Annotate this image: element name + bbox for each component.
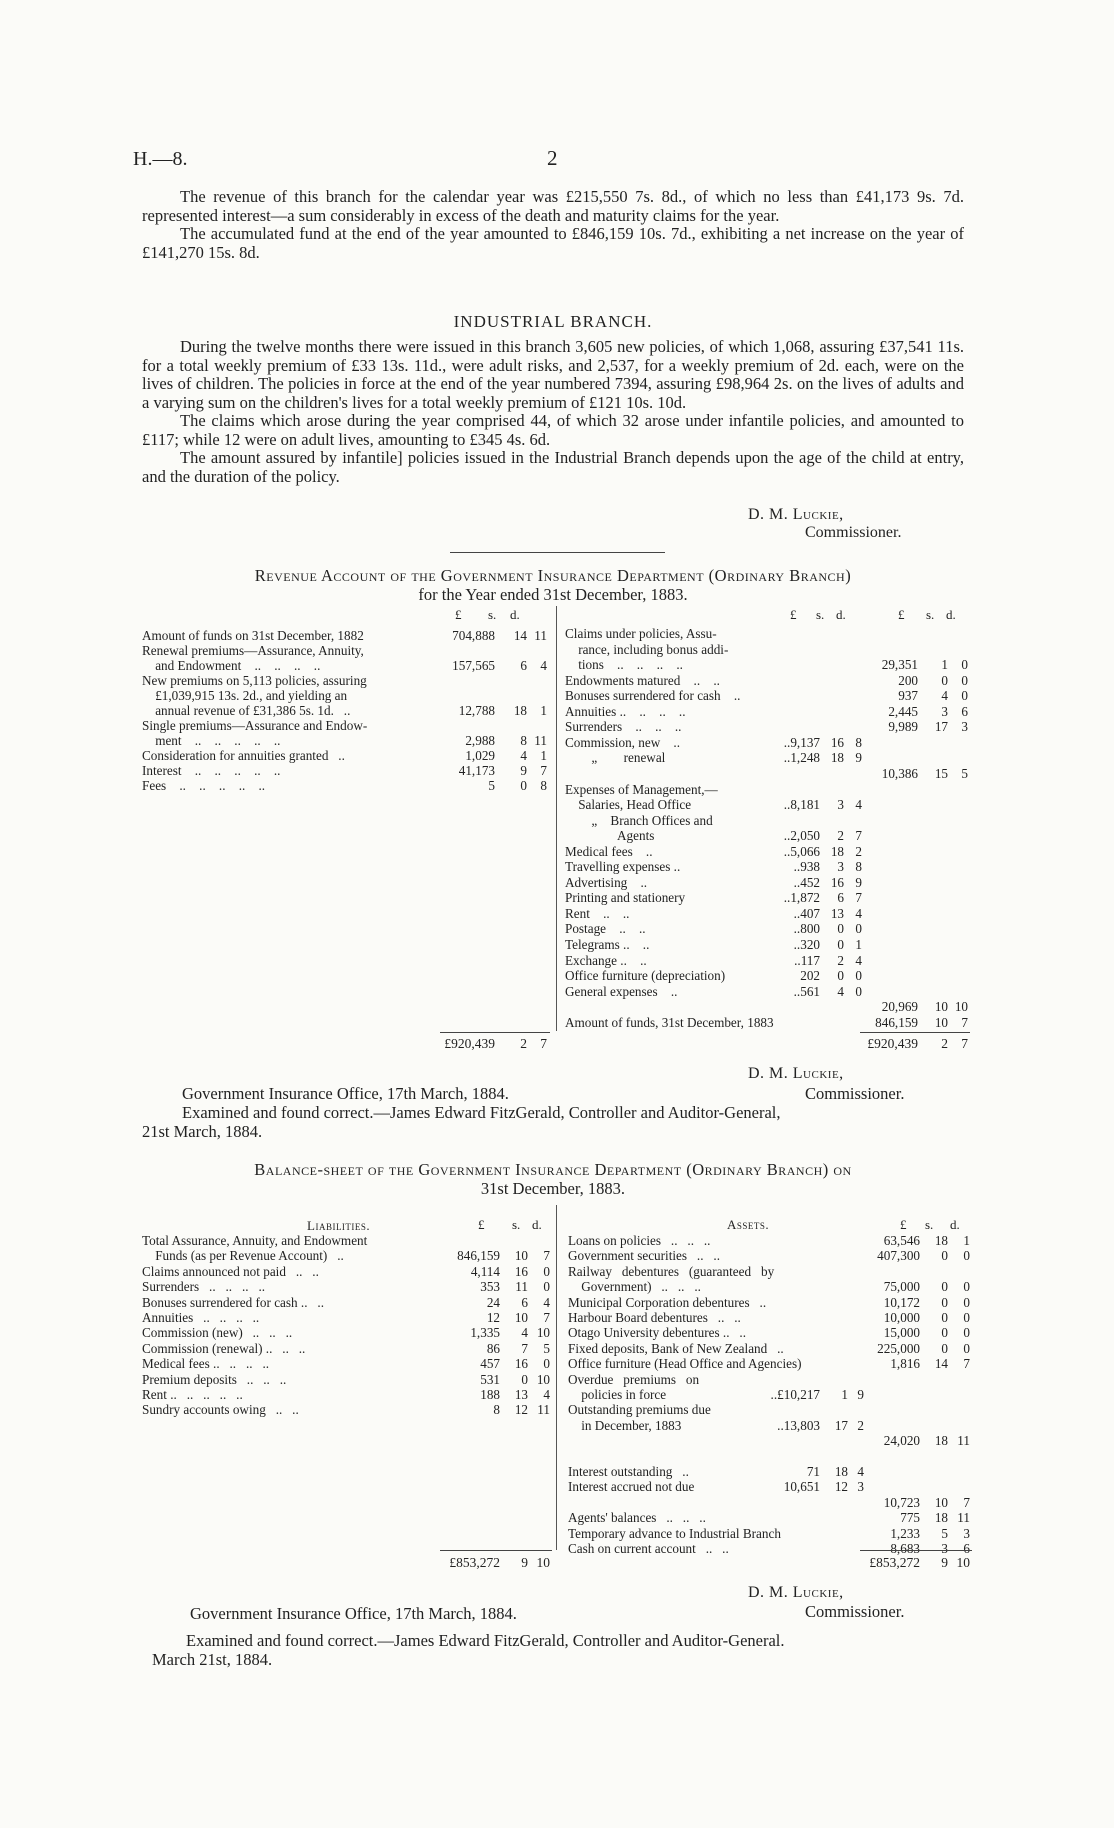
shillings-cell: 0 (941, 672, 948, 688)
pounds-header: £ (900, 1217, 907, 1232)
pence-cell: 4 (540, 658, 547, 673)
pounds-cell: 2,445 (888, 703, 918, 719)
inner-pence-cell: 7 (855, 828, 862, 844)
total-pounds: £920,439 (444, 1036, 495, 1051)
row-label: General expenses .. (565, 983, 678, 999)
shillings-cell: 0 (941, 1325, 948, 1341)
shillings-header: s. (816, 607, 825, 622)
inner-pounds-cell: ..320 (793, 937, 820, 952)
inner-pounds-cell: ..561 (793, 983, 820, 999)
pounds-header: £ (455, 607, 462, 622)
row-label: Consideration for annuities granted .. (142, 748, 345, 763)
revenue-subtitle: for the Year ended 31st December, 1883. (418, 585, 688, 604)
inner-shillings-cell: 18 (830, 750, 844, 766)
inner-pence-cell: 2 (855, 843, 862, 859)
total-pounds: £920,439 (867, 1036, 918, 1051)
pounds-cell: 775 (900, 1510, 920, 1526)
inner-shillings-cell: 1 (841, 1387, 848, 1402)
row-label: Loans on policies .. .. .. (568, 1233, 711, 1248)
row-label: Sundry accounts owing .. .. (142, 1402, 299, 1418)
pence-cell: 7 (540, 763, 547, 778)
inner-pounds-cell: 188 (480, 1387, 500, 1402)
shillings-cell: 8 (520, 733, 527, 748)
pence-cell: 0 (963, 1279, 970, 1295)
pence-header: d. (836, 607, 846, 622)
shillings-header: s. (925, 1217, 934, 1232)
inner-pounds-cell: 353 (480, 1279, 500, 1295)
inner-pence-cell: 0 (543, 1279, 550, 1295)
row-label: Agents' balances .. .. .. (568, 1510, 706, 1526)
balance-examined-date: March 21st, 1884. (152, 1650, 273, 1669)
inner-shillings-cell: 13 (514, 1387, 528, 1402)
pounds-cell: 200 (898, 672, 918, 688)
pence-cell: 0 (963, 1294, 970, 1310)
pence-cell: 0 (963, 1340, 970, 1356)
inner-pence-cell: 5 (543, 1340, 550, 1356)
pence-cell: 1 (540, 703, 547, 718)
inner-shillings-cell: 0 (837, 921, 844, 937)
pence-cell: 10 (954, 999, 968, 1015)
inner-pence-cell: 7 (855, 890, 862, 906)
inner-pounds-cell: 531 (480, 1371, 500, 1387)
inner-pence-cell: 4 (855, 905, 862, 921)
pounds-cell: 29,351 (881, 657, 918, 673)
row-label: Telegrams .. .. (565, 937, 650, 952)
row-label: tions .. .. .. .. (565, 657, 683, 673)
row-label: New premiums on 5,113 policies, assuring (142, 673, 367, 688)
pounds-cell: 1,029 (465, 748, 495, 763)
inner-pence-cell: 4 (543, 1294, 550, 1310)
row-label: Office furniture (Head Office and Agencies) (568, 1356, 802, 1372)
inner-shillings-cell: 16 (830, 734, 844, 750)
inner-shillings-cell: 4 (521, 1325, 528, 1341)
shillings-header: s. (512, 1217, 521, 1232)
pence-cell: 0 (961, 672, 968, 688)
row-label: Municipal Corporation debentures .. (568, 1294, 767, 1310)
pounds-cell: 75,000 (883, 1279, 920, 1295)
pounds-cell: 937 (898, 688, 918, 704)
shillings-cell: 3 (941, 703, 948, 719)
inner-shillings-cell: 3 (837, 859, 844, 875)
inner-pence-cell: 4 (855, 952, 862, 968)
pence-cell: 1 (540, 748, 547, 763)
row-label: Annuities .. .. .. .. (565, 703, 686, 719)
pence-header: d. (950, 1217, 960, 1232)
pence-cell: 3 (963, 1525, 970, 1541)
balance-signature-name: D. M. Luckie, (748, 1584, 844, 1601)
inner-pounds-cell: 12 (486, 1310, 500, 1325)
shillings-cell: 10 (934, 1494, 948, 1510)
assets-total-rule (860, 1550, 972, 1551)
row-label: Government) .. .. .. (568, 1279, 701, 1295)
revenue-signature-name: D. M. Luckie, (748, 1065, 844, 1082)
shillings-cell: 9 (520, 763, 527, 778)
inner-pence-cell: 0 (543, 1356, 550, 1372)
shillings-cell: 0 (941, 1248, 948, 1264)
row-label: Government securities .. .. (568, 1248, 720, 1264)
row-label: Cash on current account .. .. (568, 1541, 729, 1556)
shillings-header: s. (926, 607, 935, 622)
revenue-signature-title: Commissioner. (805, 1084, 905, 1103)
row-label: Exchange .. .. (565, 952, 647, 968)
inner-pounds-cell: ..9,137 (783, 734, 820, 750)
row-label: Annuities .. .. .. .. (142, 1310, 260, 1325)
row-label: Fees .. .. .. .. .. (142, 778, 266, 793)
revenue-divider (556, 606, 557, 1031)
pence-cell: 7 (963, 1356, 970, 1372)
row-label: annual revenue of £31,386 5s. 1d. .. (142, 703, 351, 718)
inner-shillings-cell: 2 (837, 952, 844, 968)
pence-cell: 11 (957, 1510, 970, 1526)
shillings-cell: 0 (941, 1310, 948, 1325)
pounds-cell: 704,888 (452, 628, 495, 643)
pounds-cell: 1,233 (890, 1525, 920, 1541)
total-pence: 10 (956, 1555, 970, 1570)
revenue-office-line: Government Insurance Office, 17th March, 1884. (182, 1084, 509, 1103)
inner-pounds-cell: ..8,181 (783, 797, 820, 813)
pounds-cell: 41,173 (458, 763, 495, 778)
industrial-heading: INDUSTRIAL BRANCH. (453, 312, 653, 331)
row-label: Interest accrued not due (568, 1479, 695, 1495)
inner-pounds-cell: ..1,872 (783, 890, 820, 906)
section-divider (450, 552, 665, 553)
inner-pounds-cell: 846,159 (457, 1248, 500, 1264)
pence-cell: 0 (961, 657, 968, 673)
inner-pence-cell: 0 (855, 921, 862, 937)
row-label: Expenses of Management,— (565, 781, 718, 797)
inner-shillings-cell: 17 (834, 1417, 848, 1433)
inner-shillings-cell: 3 (837, 797, 844, 813)
inner-pounds-cell: 86 (486, 1340, 500, 1356)
industrial-signature-name: D. M. Luckie, (748, 506, 844, 523)
inner-pence-cell: 8 (855, 734, 862, 750)
balance-signature-title: Commissioner. (805, 1602, 905, 1621)
pence-header: d. (946, 607, 956, 622)
inner-pence-cell: 4 (857, 1464, 864, 1479)
pence-cell: 0 (963, 1248, 970, 1264)
inner-pence-cell: 4 (543, 1387, 550, 1402)
row-label: Postage .. .. (565, 921, 646, 937)
inner-pounds-cell: ..407 (793, 905, 820, 921)
inner-pounds-cell: 202 (800, 968, 820, 984)
shillings-cell: 18 (934, 1510, 948, 1526)
pence-cell: 3 (961, 719, 968, 735)
revenue-title: Revenue Account of the Government Insurance Department (Ordinary Branch) (254, 566, 852, 585)
row-label: Amount of funds, 31st December, 1883 (565, 1014, 774, 1030)
inner-shillings-cell: 4 (837, 983, 844, 999)
shillings-cell: 4 (941, 688, 948, 704)
inner-pounds-cell: ..13,803 (777, 1417, 820, 1433)
shillings-cell: 4 (520, 748, 527, 763)
pence-cell: 0 (963, 1325, 970, 1341)
inner-pence-cell: 7 (543, 1248, 550, 1264)
inner-pounds-cell: 457 (480, 1356, 500, 1372)
pence-cell: 0 (961, 688, 968, 704)
row-label: Funds (as per Revenue Account) .. (142, 1248, 344, 1264)
inner-pounds-cell: ..117 (794, 952, 820, 968)
inner-pounds-cell: 24 (486, 1294, 500, 1310)
row-label: Surrenders .. .. .. (565, 719, 682, 735)
pounds-cell: 846,159 (875, 1014, 918, 1030)
row-label: Interest outstanding .. (568, 1464, 689, 1479)
shillings-cell: 14 (513, 628, 527, 643)
balance-subtitle: 31st December, 1883. (480, 1179, 626, 1198)
row-label: policies in force (568, 1387, 667, 1402)
pounds-cell: 10,386 (881, 765, 918, 781)
revenue-examined-line: Examined and found correct.—James Edward FitzGerald, Controller and Auditor-General, (182, 1103, 781, 1122)
shillings-cell: 3 (941, 1541, 948, 1556)
total-shillings: 9 (521, 1555, 528, 1570)
row-label: Outstanding premiums due (568, 1402, 711, 1418)
inner-shillings-cell: 0 (837, 937, 844, 952)
shillings-cell: 6 (520, 658, 527, 673)
pounds-cell: 15,000 (883, 1325, 920, 1341)
inner-pounds-cell: 10,651 (783, 1479, 820, 1495)
inner-pounds-cell: 8 (493, 1402, 500, 1418)
pounds-cell: 9,989 (888, 719, 918, 735)
total-pence: 10 (536, 1555, 550, 1570)
row-label: Rent .. .. (565, 905, 630, 921)
row-label: Office furniture (depreciation) (565, 968, 726, 984)
inner-pounds-cell: ..2,050 (783, 828, 820, 844)
inner-shillings-cell: 6 (837, 890, 844, 906)
inner-shillings-cell: 16 (514, 1263, 528, 1279)
balance-title: Balance-sheet of the Government Insurance Department (Ordinary Branch) on (254, 1160, 852, 1179)
inner-pence-cell: 9 (855, 874, 862, 890)
row-label: Single premiums—Assurance and Endow- (142, 718, 368, 733)
pounds-header: £ (478, 1217, 485, 1232)
total-pence: 7 (961, 1036, 968, 1051)
inner-pence-cell: 0 (855, 983, 862, 999)
pence-cell: 6 (961, 703, 968, 719)
pounds-cell: 12,788 (458, 703, 495, 718)
row-label: in December, 1883 (568, 1417, 682, 1433)
inner-pence-cell: 0 (543, 1263, 550, 1279)
inner-shillings-cell: 18 (830, 843, 844, 859)
pence-cell: 7 (961, 1014, 968, 1030)
pounds-cell: 8,683 (890, 1541, 920, 1556)
inner-pounds-cell: ..938 (793, 859, 820, 875)
pounds-cell: 225,000 (877, 1340, 920, 1356)
pounds-cell: 10,723 (883, 1494, 920, 1510)
inner-pence-cell: 1 (855, 937, 862, 952)
industrial-paragraph-2: The claims which arose during the year comprised 44, of which 32 arose under infantile policies, and amounted to £117; while 12 were on adult lives, amounting to £345 4s. 6d. (142, 411, 964, 449)
pounds-header: £ (790, 607, 797, 622)
inner-pounds-cell: ..1,248 (783, 750, 820, 766)
inner-shillings-cell: 16 (830, 874, 844, 890)
pence-cell: 11 (957, 1433, 970, 1449)
pounds-cell: 1,816 (890, 1356, 920, 1372)
pounds-cell: 157,565 (452, 658, 495, 673)
shillings-cell: 5 (941, 1525, 948, 1541)
inner-pounds-cell: 71 (806, 1464, 820, 1479)
shillings-cell: 18 (934, 1233, 948, 1248)
pence-cell: 11 (534, 733, 547, 748)
inner-pence-cell: 0 (855, 968, 862, 984)
pounds-cell: 2,988 (465, 733, 495, 748)
inner-shillings-cell: 11 (515, 1279, 528, 1295)
row-label: Bonuses surrendered for cash .. (565, 688, 741, 704)
shillings-cell: 10 (934, 999, 948, 1015)
row-label: „ Branch Offices and (565, 812, 713, 828)
industrial-signature-title: Commissioner. (805, 524, 902, 541)
row-label: Agents (565, 828, 655, 844)
row-label: Overdue premiums on (568, 1371, 700, 1387)
row-label: Endowments matured .. .. (565, 672, 720, 688)
revenue-right-total-rule (860, 1032, 970, 1033)
inner-pence-cell: 8 (855, 859, 862, 875)
pounds-cell: 20,969 (881, 999, 918, 1015)
row-label: and Endowment .. .. .. .. (142, 658, 321, 673)
row-label: Premium deposits .. .. .. (142, 1371, 287, 1387)
row-label: Surrenders .. .. .. .. (142, 1279, 266, 1295)
inner-shillings-cell: 10 (514, 1310, 528, 1325)
shillings-cell: 18 (934, 1433, 948, 1449)
liabilities-header: Liabilities. (307, 1218, 371, 1233)
industrial-paragraph-3: The amount assured by infantile] policies issued in the Industrial Branch depends upon the age of the child at entry, and the duration of the policy. (142, 448, 964, 486)
pence-cell: 5 (961, 765, 968, 781)
inner-pence-cell: 9 (857, 1387, 864, 1402)
inner-pence-cell: 4 (855, 797, 862, 813)
liabilities-total-rule (440, 1550, 552, 1551)
row-label: Temporary advance to Industrial Branch (568, 1525, 781, 1541)
pounds-cell: 407,300 (877, 1248, 920, 1264)
pence-cell: 0 (963, 1310, 970, 1325)
inner-shillings-cell: 12 (834, 1479, 848, 1495)
inner-shillings-cell: 7 (521, 1340, 528, 1356)
total-shillings: 2 (941, 1036, 948, 1051)
pence-cell: 1 (963, 1233, 970, 1248)
pence-cell: 11 (534, 628, 547, 643)
row-label: Travelling expenses .. (565, 859, 681, 875)
inner-pence-cell: 10 (536, 1325, 550, 1341)
row-label: £1,039,915 13s. 2d., and yielding an (142, 688, 348, 703)
row-label: Interest .. .. .. .. .. (142, 763, 281, 778)
row-label: Commission, new .. (565, 734, 681, 750)
inner-pence-cell: 3 (857, 1479, 864, 1495)
inner-pounds-cell: 4,114 (470, 1263, 500, 1279)
pounds-cell: 10,000 (883, 1310, 920, 1325)
inner-shillings-cell: 0 (521, 1371, 528, 1387)
inner-pounds-cell: 1,335 (470, 1325, 500, 1341)
row-label: ment .. .. .. .. .. (142, 733, 281, 748)
total-pence: 7 (540, 1036, 547, 1051)
pence-cell: 6 (963, 1541, 970, 1556)
inner-shillings-cell: 13 (830, 905, 844, 921)
row-label: Claims under policies, Assu- (565, 626, 717, 641)
inner-shillings-cell: 10 (514, 1248, 528, 1264)
intro-paragraph-2: The accumulated fund at the end of the year amounted to £846,159 10s. 7d., exhibiting a net increase on the year of £141,270 15s. 8d. (142, 224, 964, 262)
total-pounds: £853,272 (449, 1555, 500, 1570)
assets-header: Assets. (727, 1217, 770, 1232)
revenue-left-total-rule (440, 1032, 550, 1033)
inner-shillings-cell: 16 (514, 1356, 528, 1372)
inner-pounds-cell: ..452 (793, 874, 820, 890)
total-shillings: 2 (520, 1036, 527, 1051)
pence-header: d. (510, 607, 520, 622)
row-label: Railway debentures (guaranteed by (568, 1263, 775, 1279)
pence-header: d. (532, 1217, 542, 1232)
inner-shillings-cell: 12 (514, 1402, 528, 1418)
page-ref: H.—8. (133, 148, 188, 170)
row-label: Advertising .. (565, 874, 648, 890)
shillings-cell: 17 (934, 719, 948, 735)
row-label: rance, including bonus addi- (565, 641, 729, 657)
shillings-cell: 15 (934, 765, 948, 781)
inner-pounds-cell: ..800 (793, 921, 820, 937)
row-label: Otago University debentures .. .. (568, 1325, 746, 1341)
pounds-cell: 5 (488, 778, 495, 793)
row-label: „ renewal (565, 750, 666, 766)
inner-pence-cell: 11 (537, 1402, 550, 1418)
revenue-examined-date: 21st March, 1884. (142, 1122, 263, 1141)
pounds-cell: 63,546 (883, 1233, 920, 1248)
total-pounds: £853,272 (869, 1555, 920, 1570)
balance-divider (556, 1205, 557, 1550)
pounds-cell: 10,172 (883, 1294, 920, 1310)
inner-pence-cell: 2 (857, 1417, 864, 1433)
row-label: Salaries, Head Office (565, 797, 692, 813)
pounds-header: £ (898, 607, 905, 622)
industrial-text (142, 338, 964, 486)
shillings-cell: 0 (941, 1340, 948, 1356)
row-label: Printing and stationery (565, 890, 686, 906)
inner-pence-cell: 9 (855, 750, 862, 766)
inner-shillings-cell: 18 (834, 1464, 848, 1479)
inner-pence-cell: 10 (536, 1371, 550, 1387)
row-label: Fixed deposits, Bank of New Zealand .. (568, 1340, 784, 1356)
row-label: Commission (new) .. .. .. (142, 1325, 293, 1341)
industrial-paragraph-1: During the twelve months there were issued in this branch 3,605 new policies, of which 1,068, assuring £37,541 11s. for a total weekly premium of £33 13s. 11d., were adult risks, and 2,537, for a weekly premium of 2d. each, were on the lives of children. The policies in force at the end of the year numbered 7394, assuring £98,964 2s. on the lives of adults and a varying sum on the children's lives for a total weekly premium of £121 10s. 10d. (142, 337, 964, 412)
shillings-header: s. (488, 607, 497, 622)
row-label: Medical fees .. (565, 843, 653, 859)
pounds-cell: 24,020 (883, 1433, 920, 1449)
inner-shillings-cell: 2 (837, 828, 844, 844)
row-label: Rent .. .. .. .. .. (142, 1387, 243, 1402)
intro-text (142, 188, 964, 262)
inner-pence-cell: 7 (543, 1310, 550, 1325)
inner-pounds-cell: ..5,066 (783, 843, 820, 859)
intro-paragraph-1: The revenue of this branch for the calendar year was £215,550 7s. 8d., of which no less than £41,173 9s. 7d. represented interest—a sum considerably in excess of the death and maturity claims for the year. (142, 187, 964, 225)
shillings-cell: 0 (520, 778, 527, 793)
shillings-cell: 14 (934, 1356, 948, 1372)
shillings-cell: 0 (941, 1294, 948, 1310)
inner-shillings-cell: 6 (521, 1294, 528, 1310)
pence-cell: 8 (540, 778, 547, 793)
row-label: Renewal premiums—Assurance, Annuity, (142, 643, 364, 658)
shillings-cell: 1 (941, 657, 948, 673)
pence-cell: 7 (963, 1494, 970, 1510)
balance-office-line: Government Insurance Office, 17th March, 1884. (190, 1604, 517, 1623)
row-label: Bonuses surrendered for cash .. .. (142, 1294, 325, 1310)
row-label: Claims announced not paid .. .. (142, 1263, 319, 1279)
page-number: 2 (547, 146, 558, 170)
total-shillings: 9 (941, 1555, 948, 1570)
inner-pounds-cell: ..£10,217 (770, 1387, 820, 1402)
shillings-cell: 0 (941, 1279, 948, 1295)
row-label: Total Assurance, Annuity, and Endowment (142, 1233, 368, 1248)
row-label: Medical fees .. .. .. .. (142, 1356, 270, 1372)
row-label: Amount of funds on 31st December, 1882 (142, 628, 364, 643)
balance-examined-line: Examined and found correct.—James Edward FitzGerald, Controller and Auditor-General. (186, 1631, 785, 1650)
shillings-cell: 18 (513, 703, 527, 718)
shillings-cell: 10 (934, 1014, 948, 1030)
inner-shillings-cell: 0 (837, 968, 844, 984)
row-label: Harbour Board debentures .. .. (568, 1310, 741, 1325)
row-label: Commission (renewal) .. .. .. (142, 1340, 306, 1356)
